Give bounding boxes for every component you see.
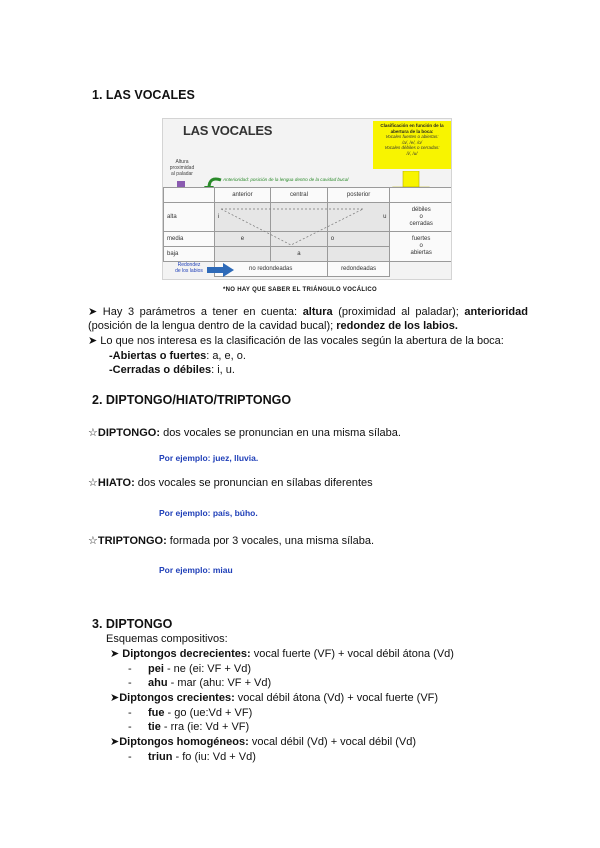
col-anterior: anterior [214, 188, 271, 203]
row-alta: alta [164, 203, 215, 232]
star-icon: ☆ [88, 535, 98, 547]
vowel-i: i [214, 203, 271, 232]
star-icon: ☆ [88, 477, 98, 489]
crecientes-example-1: - fue - go (ue:Vd + VF) [128, 707, 253, 719]
section-heading-diptongo: 3. DIPTONGO [92, 617, 173, 631]
abiertas-line: -Abiertas o fuertes: a, e, o. [109, 350, 246, 362]
figure-title: LAS VOCALES [183, 123, 273, 138]
section-heading-diptongo-hiato: 2. DIPTONGO/HIATO/TRIPTONGO [92, 393, 292, 407]
decrecientes-example-1: - pei - ne (ei: VF + Vd) [128, 663, 252, 675]
crecientes-example-2: - tie - rra (ie: Vd + VF) [128, 721, 250, 733]
homogeneos-line: ➤Diptongos homogéneos: vocal débil (Vd) + vocal débil (Vd) [110, 736, 416, 748]
abertura-box-line4: /i/, /u/ [406, 150, 418, 156]
section-heading-vocales: 1. LAS VOCALES [92, 88, 195, 102]
altura-label: Altura proximidad al paladar [169, 159, 195, 177]
abertura-box [373, 121, 451, 169]
diptongo-definition: ☆DIPTONGO: dos vocales se pronuncian en una misma sílaba. [88, 427, 401, 439]
figure-caption: *NO HAY QUE SABER EL TRIÁNGULO VOCÁLICO [223, 287, 377, 293]
homogeneos-example-1: - triun - fo (iu: Vd + Vd) [128, 751, 256, 763]
vowel-a: a [271, 247, 328, 262]
abertura-box-title: Clasificación en función de la abertura de la boca: [380, 123, 444, 134]
redondeadas-label: redondeadas [327, 262, 390, 277]
clasificacion-paragraph: ➤ Lo que nos interesa es la clasificación de las vocales según la abertura de la boca: [88, 335, 504, 347]
hiato-example: Por ejemplo: país, búho. [159, 508, 258, 518]
redondez-arrow-icon [207, 263, 235, 277]
vowel-u: u [327, 203, 390, 232]
star-icon: ☆ [88, 427, 98, 439]
crecientes-line: ➤Diptongos crecientes: vocal débil átona (Vd) + vocal fuerte (VF) [110, 692, 439, 704]
row-baja: baja [164, 247, 215, 262]
vocales-figure [162, 118, 452, 280]
triptongo-example: Por ejemplo: miau [159, 565, 233, 575]
diptongo-example: Por ejemplo: juez, lluvia. [159, 453, 259, 463]
cerradas-line: -Cerradas o débiles: i, u. [109, 364, 235, 376]
debiles-label: débiles o cerradas [390, 203, 452, 232]
no-redondeadas-label: no redondeadas [214, 262, 327, 277]
anterioridad-label: Anterioridad: posición de la lengua dentro de la cavidad bucal [223, 177, 349, 182]
row-media: media [164, 232, 215, 247]
hiato-definition: ☆HIATO: dos vocales se pronuncian en sílabas diferentes [88, 477, 373, 489]
abertura-box-line3: Vocales débiles o cerradas: [384, 145, 440, 150]
fuertes-label: fuertes o abiertas [390, 232, 452, 262]
triptongo-definition: ☆TRIPTONGO: formada por 3 vocales, una misma sílaba. [88, 535, 374, 547]
col-central: central [271, 188, 328, 203]
abertura-box-line2: /a/, /e/, /o/ [401, 139, 422, 145]
esquemas-intro: Esquemas compositivos: [106, 633, 228, 645]
col-posterior: posterior [327, 188, 390, 203]
redondez-label: Redondez de los labios [175, 262, 203, 274]
decrecientes-line: ➤ Diptongos decrecientes: vocal fuerte (VF) + vocal débil átona (Vd) [110, 648, 454, 660]
decrecientes-example-2: - ahu - mar (ahu: VF + Vd) [128, 677, 272, 689]
vowel-o: o [327, 232, 390, 247]
vowel-e: e [214, 232, 271, 247]
abertura-box-line1: Vocales fuertes o abiertas: [385, 134, 439, 139]
parametros-paragraph: ➤ Hay 3 parámetros a tener en cuenta: altura (proximidad al paladar); anterioridad (posición de la lengua dentro de la cavidad bucal); redondez de los labios. [88, 306, 528, 332]
